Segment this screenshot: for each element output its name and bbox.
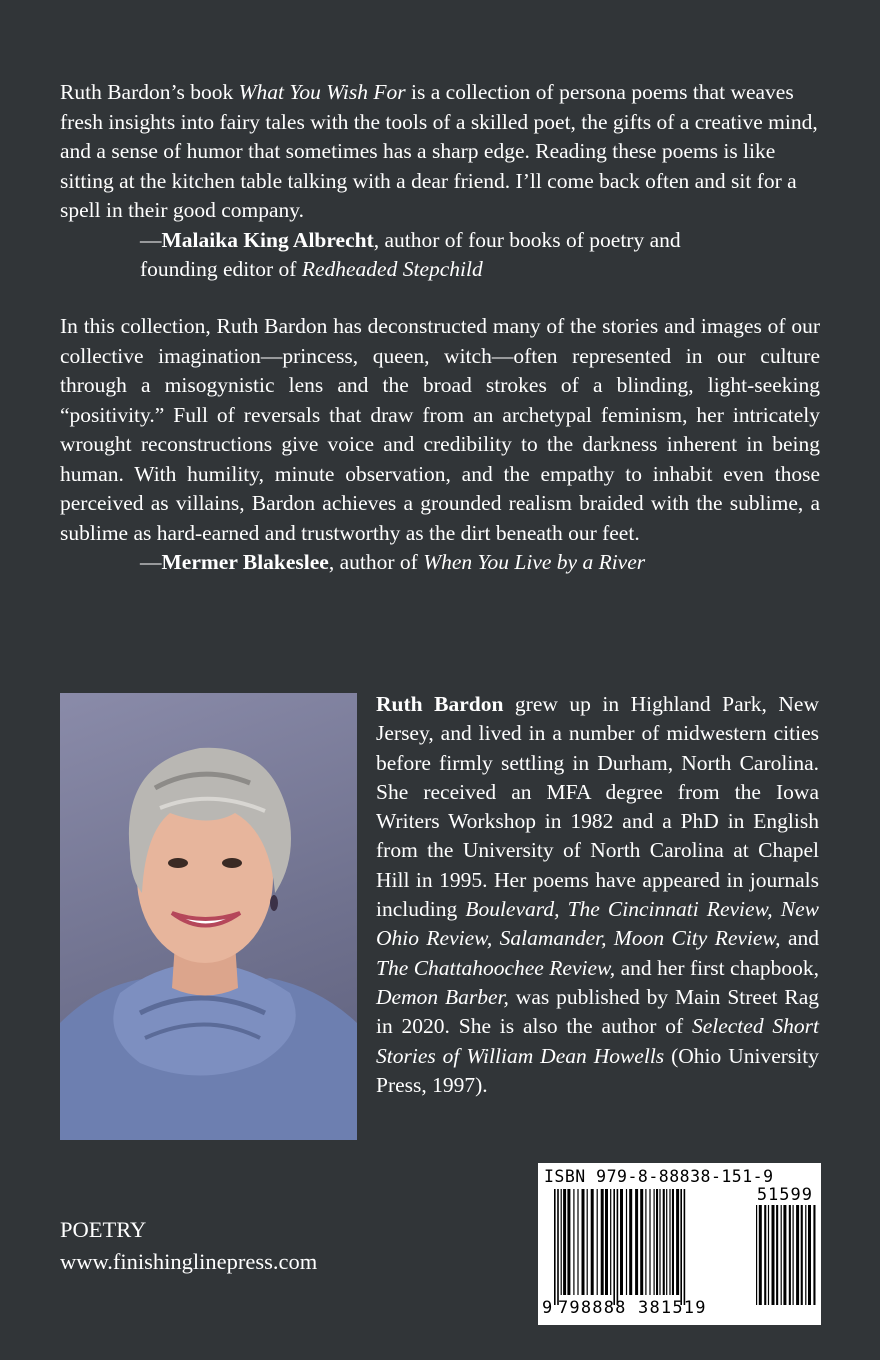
barcode-bar: [601, 1189, 604, 1295]
barcode-bar: [597, 1189, 598, 1295]
barcode-bar: [796, 1205, 799, 1305]
ean-digits: 798888 381519: [558, 1298, 707, 1318]
barcode-bar: [582, 1189, 585, 1295]
author-bio: Ruth Bardon grew up in Highland Park, New Jersey, and lived in a number of midwestern cities before firmly settling in Durham, North Carolina. She received an MFA degree from the Iowa Writers Workshop in 1982 and a PhD in English from the University of North Carolina at Chapel Hill in 1995. Her poems have appeared in journals including Boulevard, The Cincinnati Review, New Ohio Review, Salamander, Moon City Review, and The Chattahoochee Review, and her first chapbook, Demon Barber, was published by Main Street Rag in 2020. She is also the author of Selected Short Stories of William Dean Howells (Ohio University Press, 1997).: [376, 692, 819, 1097]
barcode-bar: [610, 1189, 611, 1295]
barcode-bar: [663, 1189, 665, 1295]
author-portrait-illustration: [60, 693, 357, 1140]
blurb-albrecht-attribution-line2: founding editor of Redheaded Stepchild: [140, 257, 483, 281]
isbn-barcode: [538, 1163, 821, 1325]
barcode-bar: [629, 1189, 632, 1295]
barcode-bar: [666, 1189, 667, 1295]
barcode-bar: [776, 1205, 778, 1305]
barcode-bar: [577, 1189, 578, 1295]
barcode-bar: [808, 1205, 811, 1305]
ean-leading-digit: 9: [542, 1298, 553, 1318]
barcode-bar: [672, 1189, 674, 1295]
barcode-bar: [649, 1189, 650, 1295]
barcode-bar: [561, 1189, 562, 1295]
barcode-bar: [676, 1189, 679, 1295]
barcode-bar: [793, 1205, 794, 1305]
barcode-bar: [640, 1189, 643, 1295]
blurb-albrecht: [60, 78, 820, 285]
barcode-bar: [813, 1205, 815, 1305]
barcode-bar: [654, 1189, 655, 1295]
barcode-bar: [669, 1189, 670, 1295]
barcode-bar: [635, 1189, 638, 1295]
barcode-bar: [591, 1189, 594, 1295]
barcode-bar: [684, 1189, 686, 1305]
barcode-bar: [620, 1189, 623, 1295]
barcode-bar: [789, 1205, 791, 1305]
barcode-bar: [587, 1189, 588, 1295]
barcode-bar: [626, 1189, 627, 1295]
blurb-blakeslee-attribution: —Mermer Blakeslee, author of When You Live by a River: [140, 550, 646, 574]
price-code: 51599: [756, 1185, 813, 1205]
barcode-bar: [801, 1205, 803, 1305]
barcode-bar: [613, 1189, 615, 1305]
barcode-bar: [573, 1189, 574, 1295]
blurb-blakeslee: [60, 312, 820, 578]
barcode-bar: [783, 1205, 786, 1305]
blurb-albrecht-attribution: —Malaika King Albrecht, author of four books of poetry and: [140, 227, 681, 252]
barcode-bar: [567, 1189, 570, 1295]
barcode-bar: [659, 1189, 660, 1295]
genre-label: POETRY: [60, 1217, 147, 1242]
blurb-blakeslee-text: In this collection, Ruth Bardon has deconstructed many of the stories and images of our collective imagination—princess, queen, witch—often represented in our culture through a misogynistic lens and the broad strokes of a blinding, light-seeking “positivity.” Full of reversals that draw from an archetypal feminism, her intricately wrought reconstructions give voice and credibility to the darkness inherent in being human. With humility, minute observation, and the empathy to inhabit even those perceived as villains, Bardon achieves a grounded realism braided with the sublime, a sublime as hard-earned and trustworthy as the dirt beneath our feet.: [60, 314, 820, 545]
barcode-bar: [805, 1205, 806, 1305]
barcode-bar: [759, 1205, 762, 1305]
isbn-number: ISBN 979-8-88838-151-9: [544, 1167, 774, 1186]
footer: [60, 1214, 317, 1278]
barcode-bar: [605, 1189, 608, 1295]
barcode-bar: [768, 1205, 769, 1305]
barcode-bar: [772, 1205, 775, 1305]
blurb-albrecht-text: Ruth Bardon’s book What You Wish For is a collection of persona poems that weaves fresh insights into fairy tales with the tools of a skilled poet, the gifts of a creative mind, and a sense of humor that sometimes has a sharp edge. Reading these poems is like sitting at the kitchen table talking with a dear friend. I’ll come back often and sit for a spell in their good company.: [60, 80, 818, 222]
barcode-bar: [756, 1205, 757, 1305]
author-photo: [60, 693, 357, 1140]
barcode-bar: [656, 1189, 658, 1295]
barcode-bar: [645, 1189, 646, 1295]
barcode-bar: [617, 1189, 619, 1305]
barcode-bar: [680, 1189, 682, 1305]
publisher-website: www.finishinglinepress.com: [60, 1249, 318, 1274]
barcode-bar: [563, 1189, 566, 1295]
barcode-bar: [764, 1205, 766, 1305]
barcode-bar: [554, 1189, 556, 1305]
barcode-bar: [557, 1189, 559, 1305]
barcode-bar: [781, 1205, 782, 1305]
